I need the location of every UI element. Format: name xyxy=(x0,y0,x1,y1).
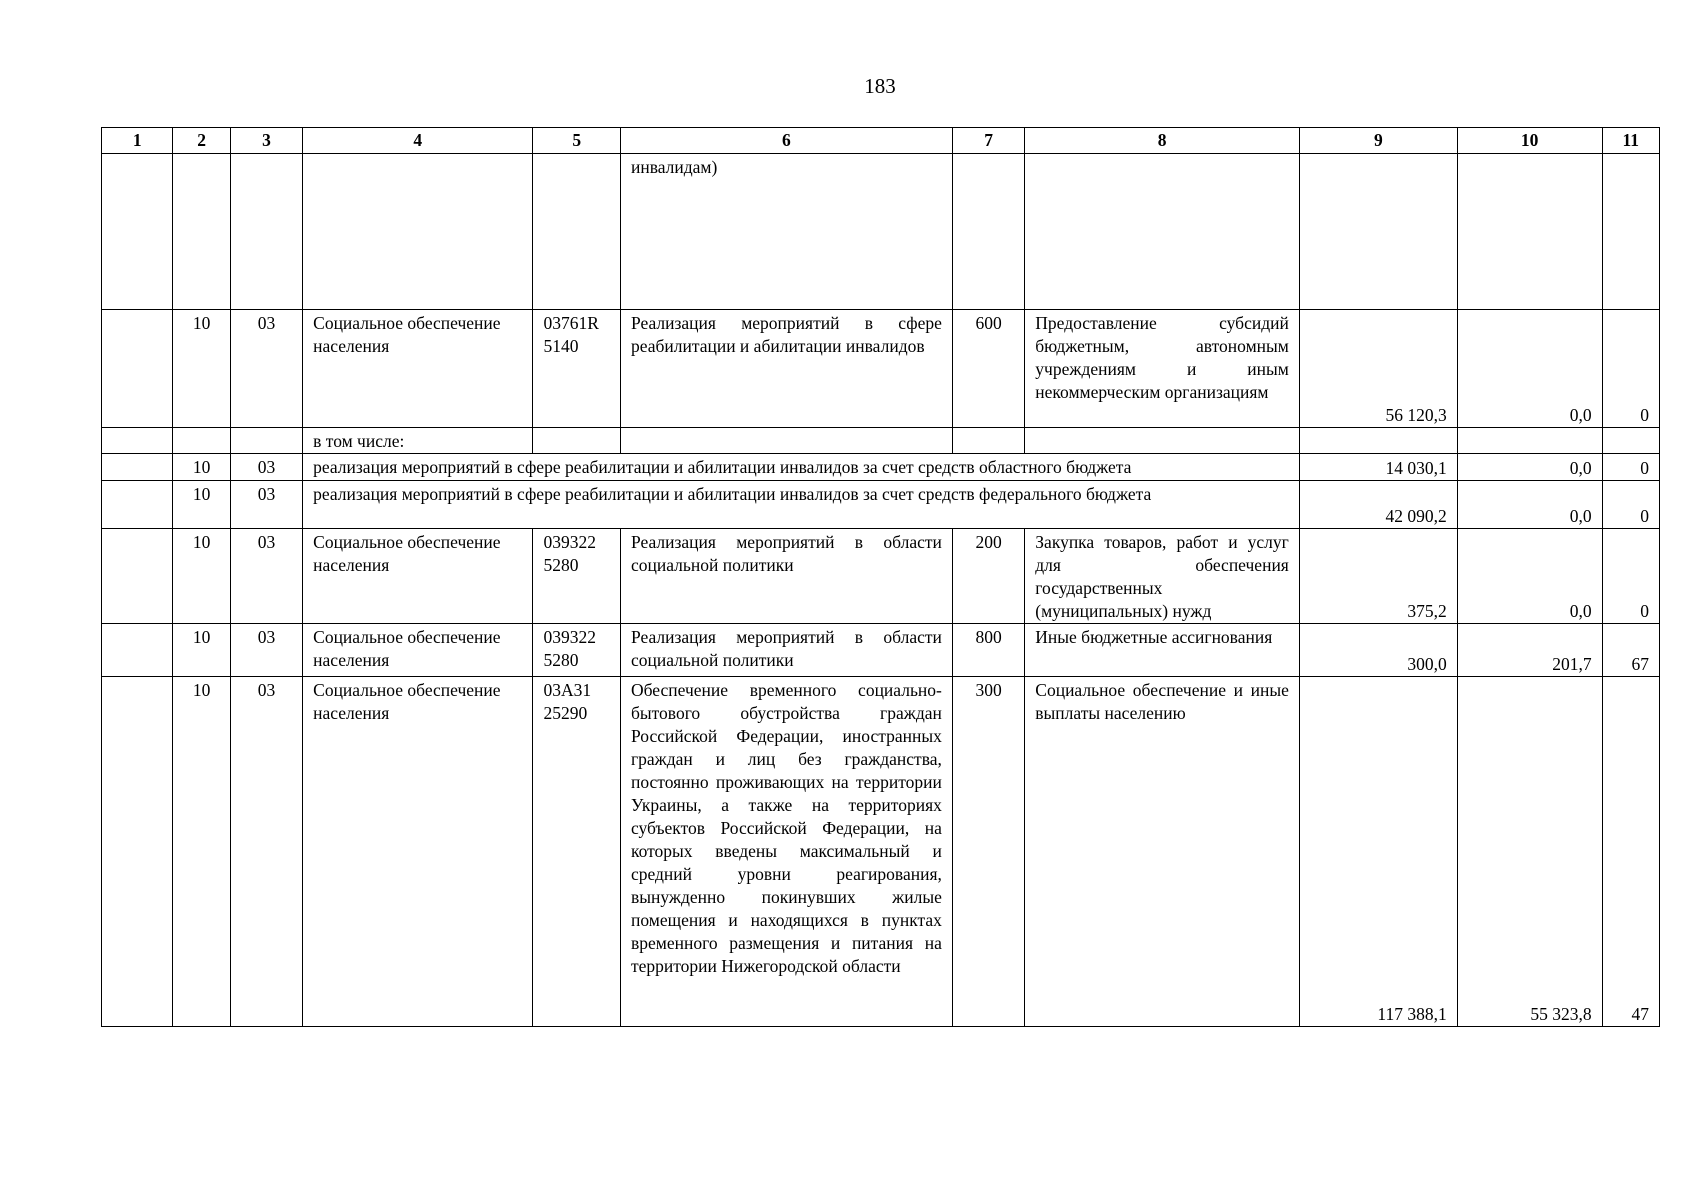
table-row xyxy=(102,310,1660,428)
cell-percent: 67 xyxy=(1602,624,1659,677)
cell-section-name: Социальное обеспечение населения xyxy=(303,529,533,624)
cell-subsection: 03 xyxy=(230,529,302,624)
column-header: 4 xyxy=(303,128,533,154)
cell-expense-code: 300 xyxy=(952,677,1024,1027)
column-header: 9 xyxy=(1299,128,1457,154)
budget-table xyxy=(101,127,1660,1027)
cell-target-code: 03А31 25290 xyxy=(533,677,621,1027)
cell-amount-actual: 55 323,8 xyxy=(1457,677,1602,1027)
table-row xyxy=(102,529,1660,624)
cell-section-name: Социальное обеспечение населения xyxy=(303,677,533,1027)
cell-section-name: Социальное обеспечение населения xyxy=(303,624,533,677)
cell-percent: 47 xyxy=(1602,677,1659,1027)
column-header: 6 xyxy=(620,128,952,154)
cell-section: 10 xyxy=(173,454,230,481)
cell-amount-actual: 0,0 xyxy=(1457,310,1602,428)
table-row xyxy=(102,481,1660,529)
cell-description: Реализация мероприятий в области социальной политики xyxy=(620,624,952,677)
cell-section: 10 xyxy=(173,624,230,677)
cell-amount-plan: 56 120,3 xyxy=(1299,310,1457,428)
column-header: 2 xyxy=(173,128,230,154)
cell-including-label: в том числе: xyxy=(303,428,533,454)
cell-description: инвалидам) xyxy=(620,154,952,310)
cell-percent: 0 xyxy=(1602,529,1659,624)
cell-amount-plan: 300,0 xyxy=(1299,624,1457,677)
cell-percent: 0 xyxy=(1602,481,1659,529)
cell-subsection: 03 xyxy=(230,677,302,1027)
cell-subsection: 03 xyxy=(230,481,302,529)
cell-percent: 0 xyxy=(1602,454,1659,481)
cell-section: 10 xyxy=(173,481,230,529)
cell-expense-code: 200 xyxy=(952,529,1024,624)
column-header: 8 xyxy=(1025,128,1300,154)
cell-amount-actual: 201,7 xyxy=(1457,624,1602,677)
cell-amount-actual: 0,0 xyxy=(1457,481,1602,529)
cell-expense-code: 600 xyxy=(952,310,1024,428)
cell-merged-description: реализация мероприятий в сфере реабилитации и абилитации инвалидов за счет средств федерального бюджета xyxy=(303,481,1300,529)
table-row xyxy=(102,677,1660,1027)
column-header: 1 xyxy=(102,128,173,154)
column-header: 7 xyxy=(952,128,1024,154)
cell-merged-description: реализация мероприятий в сфере реабилитации и абилитации инвалидов за счет средств областного бюджета xyxy=(303,454,1300,481)
cell-section: 10 xyxy=(173,310,230,428)
cell-amount-actual: 0,0 xyxy=(1457,454,1602,481)
table-row xyxy=(102,154,1660,310)
column-header: 5 xyxy=(533,128,621,154)
cell-description: Реализация мероприятий в области социальной политики xyxy=(620,529,952,624)
cell-amount-plan: 375,2 xyxy=(1299,529,1457,624)
cell-target-code: 039322 5280 xyxy=(533,624,621,677)
cell-description: Обеспечение временного социально-бытового обустройства граждан Российской Федерации, иностранных граждан и лиц без гражданства, постоянно проживающих на территории Украины, а также на территориях субъектов Российской Федерации, на которых введены максимальный и средний уровни реагирования, вынужденно покинувших жилые помещения и находящихся в пунктах временного размещения и питания на территории Нижегородской области xyxy=(620,677,952,1027)
cell-amount-actual: 0,0 xyxy=(1457,529,1602,624)
cell-subsection: 03 xyxy=(230,310,302,428)
column-header: 11 xyxy=(1602,128,1659,154)
cell-subsection: 03 xyxy=(230,454,302,481)
cell-target-code: 039322 5280 xyxy=(533,529,621,624)
cell-subsection: 03 xyxy=(230,624,302,677)
cell-expense-code: 800 xyxy=(952,624,1024,677)
column-header: 10 xyxy=(1457,128,1602,154)
cell-amount-plan: 14 030,1 xyxy=(1299,454,1457,481)
cell-target-code: 03761R 5140 xyxy=(533,310,621,428)
cell-section-name: Социальное обеспечение населения xyxy=(303,310,533,428)
cell-description: Реализация мероприятий в сфере реабилитации и абилитации инвалидов xyxy=(620,310,952,428)
cell-percent: 0 xyxy=(1602,310,1659,428)
column-header: 3 xyxy=(230,128,302,154)
cell-section: 10 xyxy=(173,677,230,1027)
table-row xyxy=(102,624,1660,677)
table-row xyxy=(102,428,1660,454)
cell-expense-type: Предоставление субсидий бюджетным, автономным учреждениям и иным некоммерческим организациям xyxy=(1025,310,1300,428)
cell-amount-plan: 42 090,2 xyxy=(1299,481,1457,529)
page-number: 183 xyxy=(864,74,896,98)
cell-amount-plan: 117 388,1 xyxy=(1299,677,1457,1027)
table-header-row xyxy=(102,128,1660,154)
cell-expense-type: Закупка товаров, работ и услуг для обеспечения государственных (муниципальных) нужд xyxy=(1025,529,1300,624)
cell-section: 10 xyxy=(173,529,230,624)
cell-expense-type: Иные бюджетные ассигнования xyxy=(1025,624,1300,677)
cell-expense-type: Социальное обеспечение и иные выплаты населению xyxy=(1025,677,1300,1027)
table-row xyxy=(102,454,1660,481)
